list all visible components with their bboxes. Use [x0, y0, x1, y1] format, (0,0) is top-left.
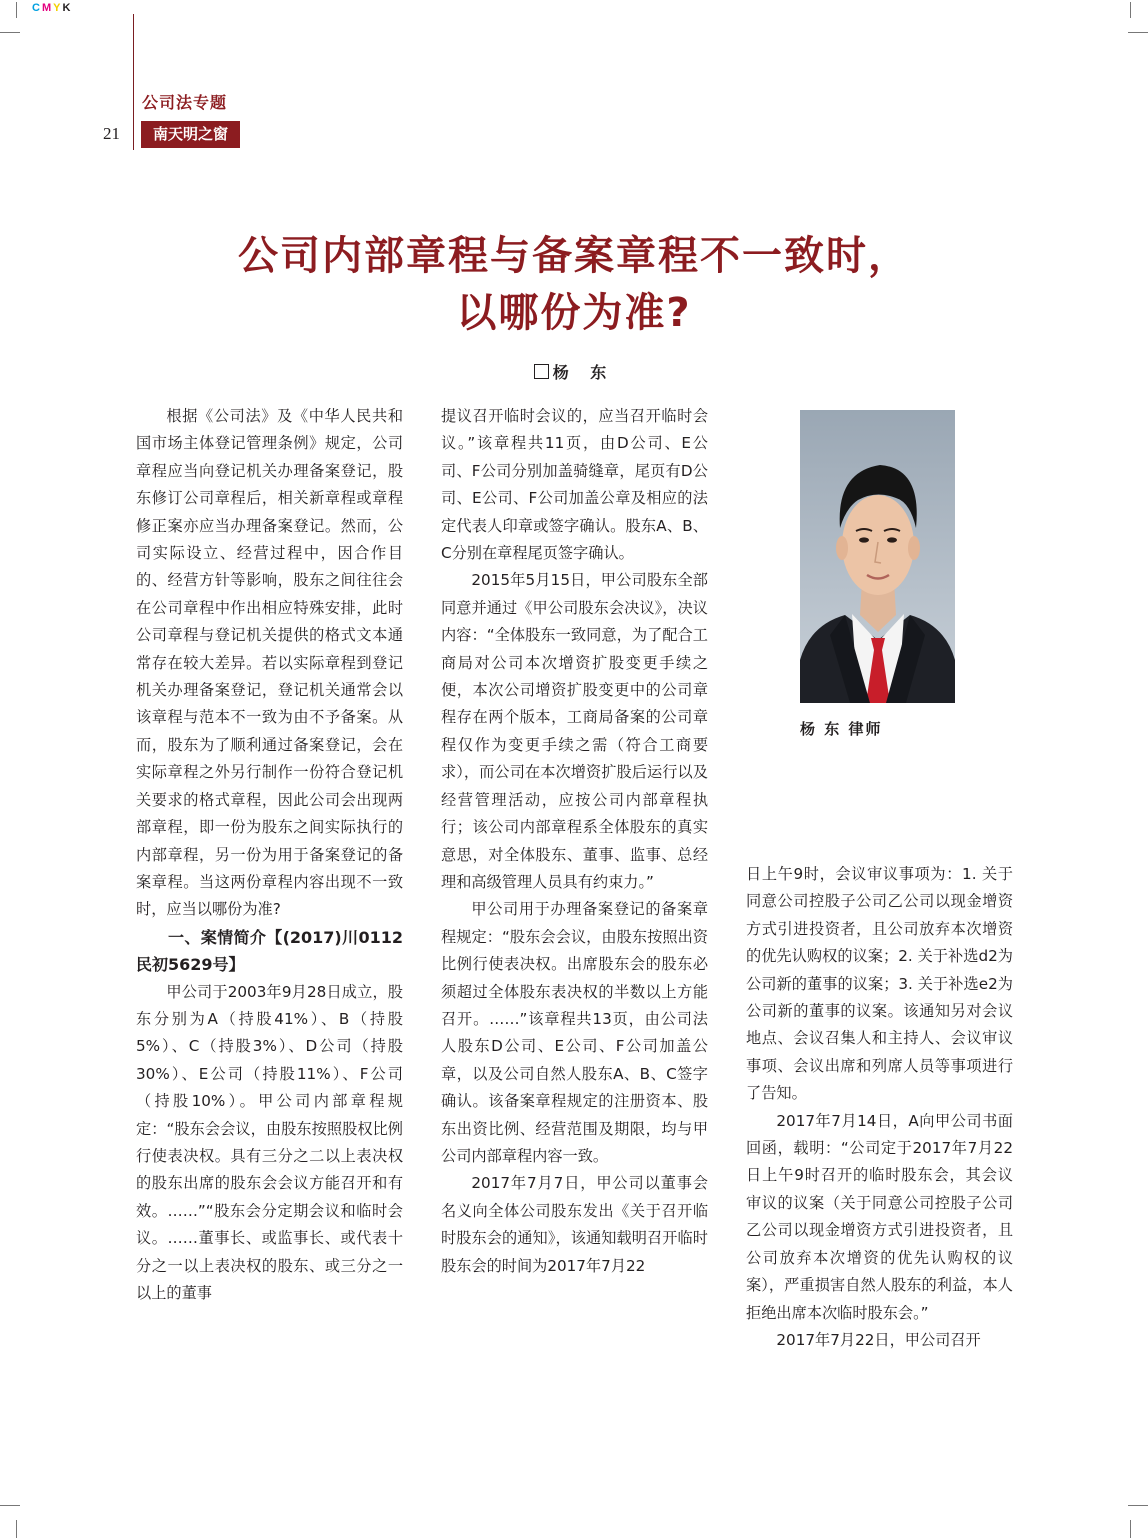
text-column-1	[136, 403, 403, 1307]
crop-mark	[1130, 2, 1131, 18]
article-title-line1: 公司内部章程与备案章程不一致时，	[238, 233, 910, 279]
cmyk-y: Y	[53, 2, 63, 14]
paragraph: 日上午9时，会议审议事项为：1. 关于同意公司控股子公司乙公司以现金增资方式引进投资者，且公司放弃本次增资的优先认购权的议案；2. 关于补选d2为公司新的董事的议案；3. 关于补选e2为公司新的董事的议案。该通知另对会议地点、会议召集人和主持人、会议审议事项、会议出席和列席人员等事项进行了告知。	[746, 865, 1013, 1103]
cmyk-marker	[32, 2, 72, 14]
crop-mark	[1128, 1505, 1148, 1506]
cmyk-c: C	[32, 2, 42, 14]
byline	[0, 360, 1148, 383]
byline-box-icon	[534, 364, 549, 379]
crop-mark	[1130, 1520, 1131, 1538]
paragraph: 2017年7月14日，A向甲公司书面回函，载明：“公司定于2017年7月22日上午9时召开的临时股东会，其会议审议的议案（关于同意公司控股子公司乙公司以现金增资方式引进投资者，且公司放弃本次增资的优先认购权的议案），严重损害自然人股东的利益，本人拒绝出席本次临时股东会。”	[746, 1111, 1013, 1322]
paragraph: 提议召开临时会议的，应当召开临时会议。”该章程共11页，由D公司、E公司、F公司分别加盖骑缝章，尾页有D公司、E公司、F公司加盖公章及相应的法定代表人印章或签字确认。股东A、B、C分别在章程尾页签字确认。	[441, 407, 708, 563]
crop-mark	[1128, 32, 1148, 33]
column-badge: 南天明之窗	[141, 121, 240, 148]
crop-mark	[0, 32, 20, 33]
paragraph: 甲公司用于办理备案登记的备案章程规定：“股东会会议，由股东按照出资比例行使表决权。出席股东会的股东必须超过全体股东表决权的半数以上方能召开。……”该章程共13页，由公司法人股东D公司、E公司、F公司加盖公章，以及公司自然人股东A、B、C签字确认。该备案章程规定的注册资本、股东出资比例、经营范围及期限，均与甲公司内部章程内容一致。	[441, 900, 708, 1165]
author-name: 杨 东	[552, 363, 615, 382]
header-divider	[133, 14, 134, 150]
text-column-3	[746, 861, 1013, 1354]
paragraph: 2017年7月22日，甲公司召开	[776, 1330, 981, 1349]
paragraph: 2015年5月15日，甲公司股东全部同意并通过《甲公司股东会决议》，决议内容：“全体股东一致同意，为了配合工商局对公司本次增资扩股变更手续之便，本次公司增资扩股变更中的公司章程存在两个版本，工商局备案的公司章程仅作为变更手续之需（符合工商要求），而公司在本次增资扩股后运行以及经营管理活动，应按公司内部章程执行；该公司内部章程系全体股东的真实意思，对全体股东、董事、监事、总经理和高级管理人员具有约束力。”	[441, 571, 708, 891]
section-heading: 一、案情简介【(2017)川0112民初5629号】	[136, 927, 403, 975]
cmyk-k: K	[62, 2, 73, 14]
author-photo	[800, 410, 955, 703]
crop-mark	[16, 2, 17, 18]
article-title-line2: 以哪份为准?	[456, 290, 692, 336]
photo-caption: 杨 东 律师	[800, 720, 883, 738]
paragraph: 根据《公司法》及《中华人民共和国市场主体登记管理条例》规定，公司章程应当向登记机关办理备案登记，股东修订公司章程后，相关新章程或章程修正案亦应当办理备案登记。然而，公司实际设立、经营过程中，因合作目的、经营方针等影响，股东之间往往会在公司章程中作出相应特殊安排，此时公司章程与登记机关提供的格式文本通常存在较大差异。若以实际章程到登记机关办理备案登记，登记机关通常会以该章程与范本不一致为由不予备案。从而，股东为了顺利通过备案登记，会在实际章程之外另行制作一份符合登记机关要求的格式章程，因此公司会出现两部章程，即一份为股东之间实际执行的内部章程，另一份为用于备案登记的备案章程。当这两份章程内容出现不一致时，应当以哪份为准?	[136, 407, 403, 919]
crop-mark	[16, 1520, 17, 1538]
section-title: 公司法专题	[142, 93, 228, 112]
paragraph: 甲公司于2003年9月28日成立，股东分别为A（持股41%）、B（持股5%）、C（持股3%）、D公司（持股30%）、E公司（持股11%）、F公司（持股10%）。甲公司内部章程规定：“股东会会议，由股东按照股权比例行使表决权。具有三分之二以上表决权的股东出席的股东会会议方能召开和有效。……”“股东会分定期会议和临时会议。……董事长、或监事长、或代表十分之一以上表决权的股东、或三分之一以上的董事	[136, 982, 403, 1302]
page-number: 21	[103, 124, 120, 143]
cmyk-m: M	[41, 2, 54, 14]
paragraph: 2017年7月7日，甲公司以董事会名义向全体公司股东发出《关于召开临时股东会的通知》，该通知载明召开临时股东会的时间为2017年7月22	[441, 1174, 708, 1275]
text-column-2	[441, 403, 708, 1280]
crop-mark	[0, 1505, 20, 1506]
